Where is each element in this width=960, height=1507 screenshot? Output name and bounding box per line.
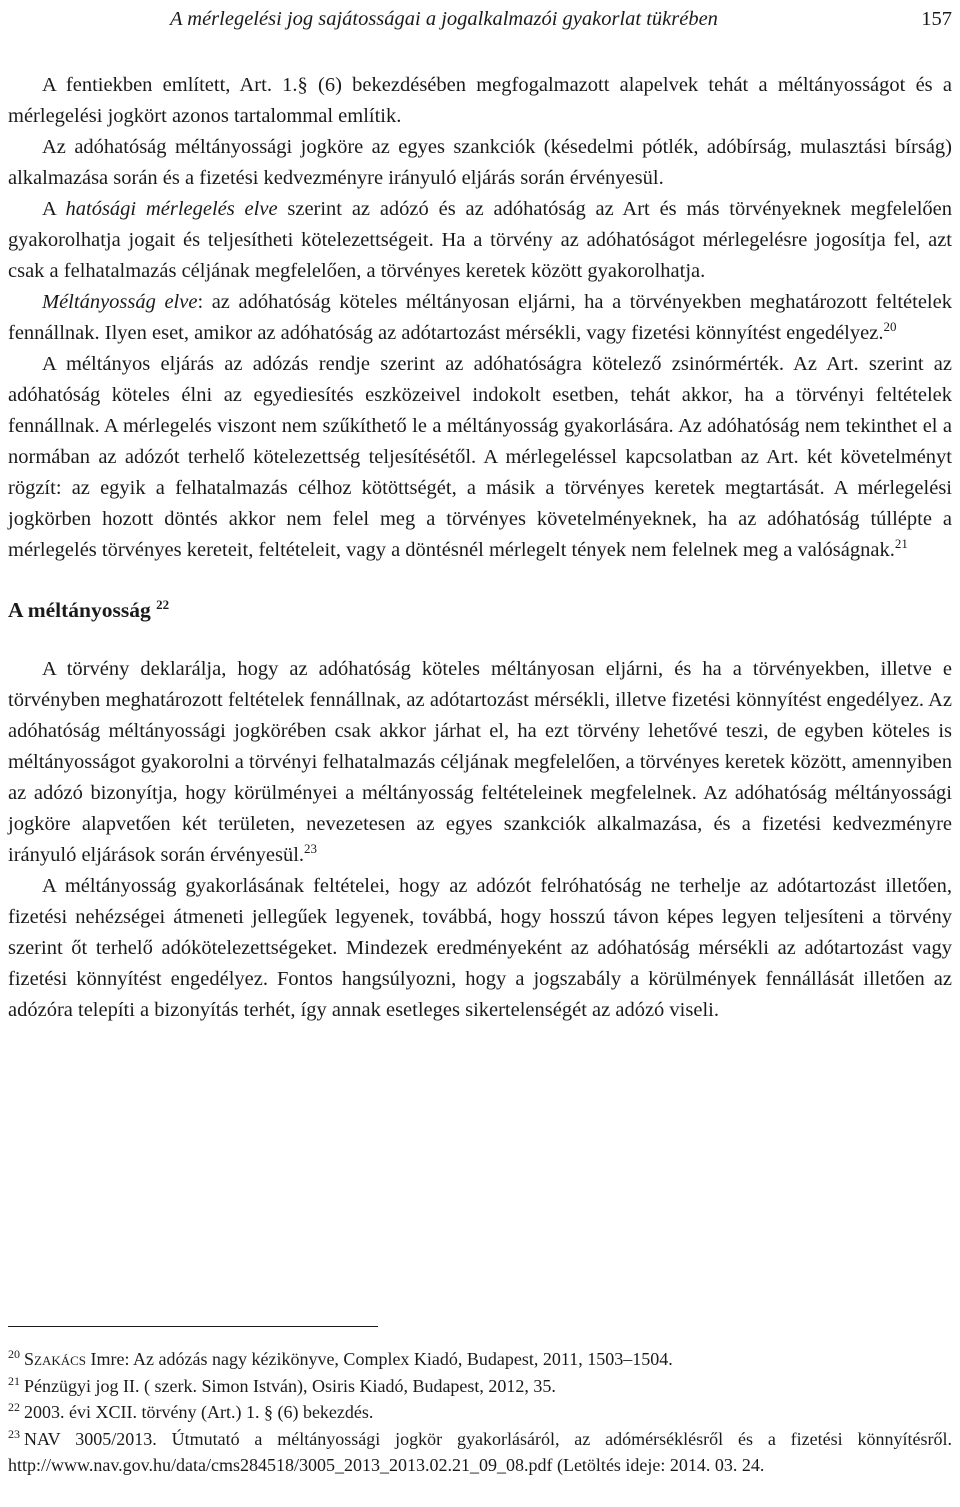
- paragraph-3: [8, 194, 952, 287]
- footnote-divider: [8, 1326, 378, 1327]
- footnote-number: 22: [8, 1400, 20, 1414]
- footnote-number: 20: [8, 1347, 20, 1361]
- footnote-number: 21: [8, 1373, 20, 1388]
- paragraph-6: [8, 654, 952, 871]
- paragraph-7: A méltányosság gyakorlásának feltételei, hogy az adózót felróhatóság ne terhelje az adótartozást illetően, fizetési nehézségei átmeneti jellegűek legyenek, továbbá, hogy hosszú távon képes legyen teljesíteni a törvény szerint őt terhelő adókötelezettségeket. Mindezek eredményeként az adóhatóság mérsékli az adótartozást vagy fizetési könnyítést engedélyez. Fontos hangsúlyozni, hogy a jogszabály a körülmények fennállását illetően az adózóra telepíti a bizonyítás terhét, így annak esetleges sikertelenségét az adózó viseli.: [8, 875, 952, 1021]
- section-heading-text: A méltányosság: [8, 598, 151, 622]
- footnote-text: Imre: Az adózás nagy kézikönyve, Complex Kiadó, Budapest, 2011, 1503–1504.: [86, 1349, 673, 1369]
- footnote-text: NAV 3005/2013. Útmutató a méltányossági jogkör gyakorlásáról, az adómérséklésről és a fizetési könnyítésről. http://www.nav.gov.hu/data/cms284518/3005_2013_2013.02.21_09_08.pdf (Letöltés ideje: 2014. 03. 24.: [8, 1428, 952, 1475]
- meltanyossag-elve-term: Méltányosság elve: [42, 291, 198, 313]
- paragraph-6-text: A törvény deklarálja, hogy az adóhatóság köteles méltányosan eljárni, és ha a törvényekben, illetve e törvényben meghatározott feltételek fennállnak, az adótartozást mérsékli, illetve fizetési könnyítést engedélyez. Az adóhatóság méltányossági jogkörében csak akkor járhat el, ha ezt törvény lehetővé teszi, de egyben köteles is méltányosságot gyakorolni a törvényi felhatalmazás céljának megfelelően, a törvényes keretek között, amennyiben az adózó bizonyítja, hogy körülményei a méltányosság feltételeinek megfelelnek. Az adóhatóság méltányossági jogköre alapvetően két területen, nevezetesen az egyes szankciók alkalmazása, és a fizetési kedvezményre irányuló eljárások során érvényesül.: [8, 658, 952, 866]
- running-title: A mérlegelési jog sajátosságai a jogalkalmazói gyakorlat tükrében: [170, 8, 718, 30]
- running-header: [8, 4, 952, 34]
- paragraph-5-text: A méltányos eljárás az adózás rendje szerint az adóhatóságra kötelező zsinórmérték. Az Art. szerint az adóhatóság köteles élni az egyediesítés eszközeivel indokolt esetben, tehát akkor, ha a törvényi feltételek fennállnak. A mérlegelés viszont nem szűkíthető le a méltányosság gyakorlására. Az adóhatóság nem tekinthet el a normában az adózót terhelő kötelezettség teljesítésétől. A mérlegeléssel kapcsolatban az Art. két követelményt rögzít: az egyik a felhatalmazás célhoz kötöttségét, a másik a törvényes keretek megtartását. A mérlegelési jogkörben hozott döntés akkor nem felel meg a törvényes követelményeknek, ha az adóhatóság túllépte a mérlegelés törvényes kereteit, feltételeit, vagy a döntésnél mérlegelt tények nem felelnek meg a valóságnak.: [8, 353, 952, 561]
- footnote-text: Pénzügyi jog II. ( szerk. Simon István), Osiris Kiadó, Budapest, 2012, 35.: [24, 1375, 556, 1396]
- page-number: 157: [921, 8, 952, 30]
- paragraph-3-text: szerint az adózó és az adóhatóság az Art és más törvényeknek megfelelően gyakorolhatja jogait és teljesítheti kötelezettségeit. Ha a törvény az adóhatóságot mérlegelésre jogosítja fel, azt csak a felhatalmazás céljának megfelelően, a törvényes keretek között gyakorolhatja.: [8, 198, 952, 282]
- section-heading: [8, 595, 952, 626]
- main-text: [8, 70, 952, 1026]
- paragraph-2: Az adóhatóság méltányossági jogköre az egyes szankciók (késedelmi pótlék, adóbírság, mulasztási bírság) alkalmazása során és a fizetési kedvezményre irányuló eljárás során érvényesül.: [8, 136, 952, 189]
- hatosagi-merlegeles-term: hatósági mérlegelés elve: [65, 198, 278, 220]
- footnote-text: 2003. évi XCII. törvény (Art.) 1. § (6) bekezdés.: [24, 1402, 374, 1422]
- footnote-ref-23[interactable]: 23: [304, 841, 318, 857]
- footnote-22: [8, 1399, 952, 1426]
- footnote-ref-21[interactable]: 21: [894, 536, 908, 552]
- footnote-number: 23: [8, 1426, 20, 1441]
- footnote-ref-22[interactable]: 22: [156, 596, 170, 612]
- footnote-author: Szakács: [24, 1349, 87, 1369]
- footnote-20: [8, 1346, 952, 1373]
- paragraph-4-text: : az adóhatóság köteles méltányosan eljárni, ha a törvényekben meghatározott feltételek fennállnak. Ilyen eset, amikor az adóhatóság az adótartozást mérsékli, vagy fizetési könnyítést engedélyez.: [8, 291, 952, 344]
- paragraph-3-lead: A: [42, 198, 66, 220]
- footnote-23: [8, 1426, 952, 1479]
- paragraph-1: A fentiekben említett, Art. 1.§ (6) bekezdésében megfogalmazott alapelvek tehát a méltányosságot és a mérlegelési jogkört azonos tartalommal említik.: [8, 74, 952, 127]
- footnote-21: [8, 1373, 952, 1400]
- paragraph-5: [8, 349, 952, 566]
- footnotes: [8, 1346, 952, 1479]
- footnote-ref-20[interactable]: 20: [883, 319, 897, 335]
- paragraph-4: [8, 287, 952, 349]
